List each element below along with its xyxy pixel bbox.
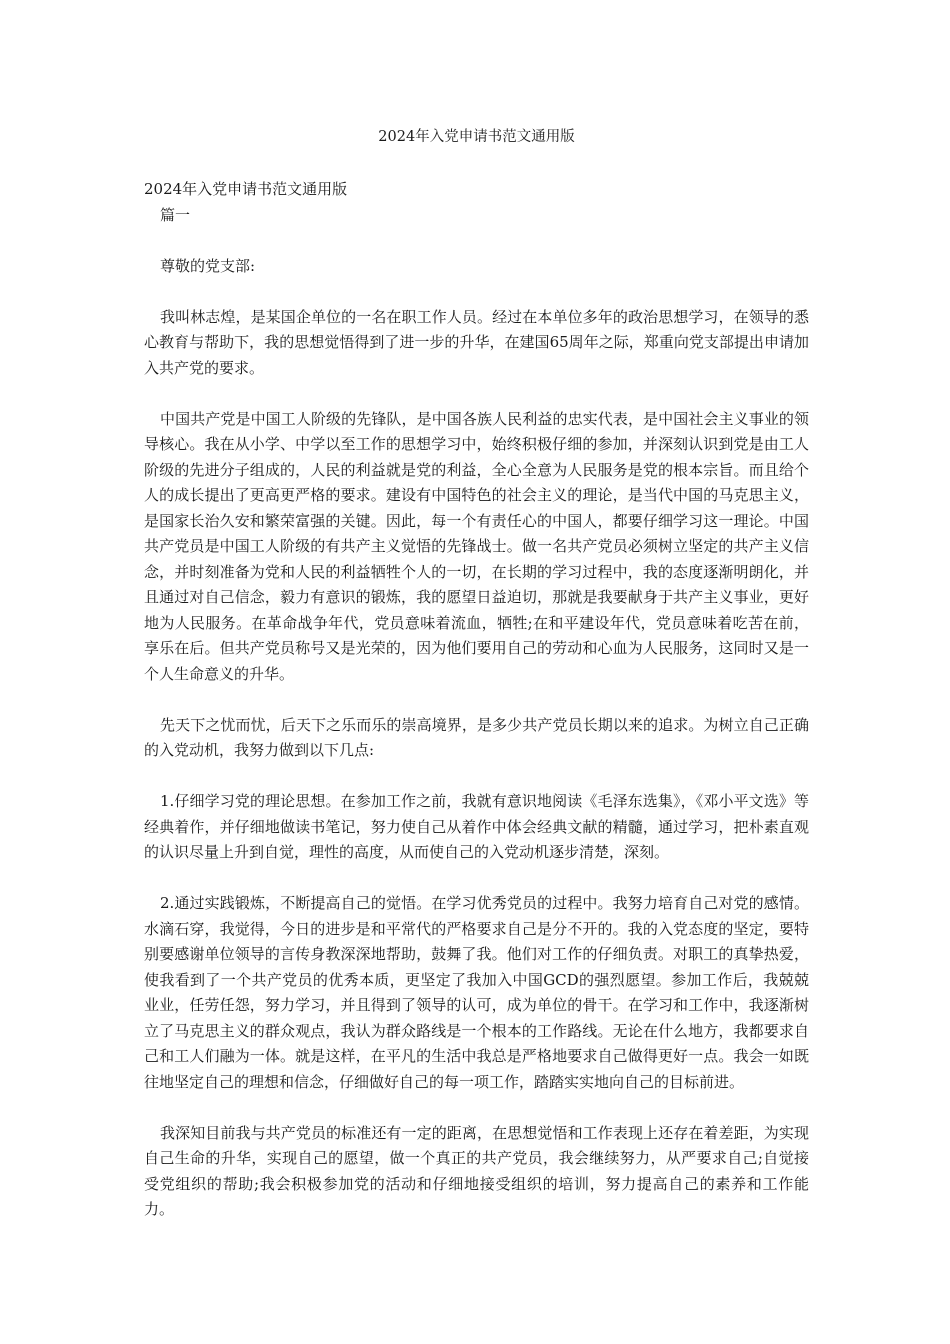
paragraph-gap xyxy=(144,687,809,713)
paragraph-gap xyxy=(144,764,809,790)
paragraph-gap xyxy=(144,381,809,407)
paragraph-party-understanding: 中国共产党是中国工人阶级的先锋队，是中国各族人民利益的忠实代表，是中国社会主义事业的领导核心。我在从小学、中学以至工作的思想学习中，始终积极仔细的参加，并深刻认识到党是由工人阶级的先进分子组成的，人民的利益就是党的利益，全心全意为人民服务是党的根本宗旨。而且给个人的成长提出了更高更严格的要求。建设有中国特色的社会主义的理论，是当代中国的马克思主义，是国家长治久安和繁荣富强的关键。因此，每一个有责任心的中国人，都要仔细学习这一理论。中国共产党员是中国工人阶级的有共产主义觉悟的先锋战士。做一名共产党员必须树立坚定的共产主义信念，并时刻准备为党和人民的利益牺牲个人的一切，在长期的学习过程中，我的态度逐渐明朗化，并且通过对自己信念，毅力有意识的锻炼，我的愿望日益迫切，那就是我要献身于共产主义事业，更好地为人民服务。在革命战争年代，党员意味着流血，牺牲;在和平建设年代，党员意味着吃苦在前，享乐在后。但共产党员称号又是光荣的，因为他们要用自己的劳动和心血为人民服务，这同时又是一个人生命意义的升华。 xyxy=(144,409,809,683)
paragraph-gap xyxy=(144,228,809,254)
paragraph-gap xyxy=(144,866,809,892)
section-label: 篇一 xyxy=(160,205,191,224)
paragraph-intro: 我叫林志煌，是某国企单位的一名在职工作人员。经过在本单位多年的政治思想学习，在领导的悉心教育与帮助下，我的思想觉悟得到了进一步的升华，在建国65周年之际，郑重向党支部提出申请加入共产党的要求。 xyxy=(144,307,809,377)
salutation: 尊敬的党支部: xyxy=(160,256,256,275)
document-subtitle: 2024年入党申请书范文通用版 xyxy=(144,180,348,198)
paragraph-conclusion: 我深知目前我与共产党员的标准还有一定的距离，在思想觉悟和工作表现上还存在着差距，为实现自己生命的升华，实现自己的愿望，做一个真正的共产党员，我会继续努力，从严要求自己;自觉接受党组织的帮助;我会积极参加党的活动和仔细地接受组织的培训，努力提高自己的素养和工作能力。 xyxy=(144,1123,809,1218)
document-body xyxy=(144,177,809,1223)
paragraph-motivation: 先天下之忧而忧，后天下之乐而乐的崇高境界，是多少共产党员长期以来的追求。为树立自己正确的入党动机，我努力做到以下几点: xyxy=(144,715,809,759)
paragraph-gap xyxy=(144,1095,809,1121)
paragraph-point-1: 1.仔细学习党的理论思想。在参加工作之前，我就有意识地阅读《毛泽东选集》，《邓小平文选》等经典着作，并仔细地做读书笔记，努力使自己从着作中体会经典文献的精髓，通过学习，把朴素直观的认识尽量上升到自觉，理性的高度，从而使自己的入党动机逐步清楚，深刻。 xyxy=(144,792,809,861)
document-title: 2024年入党申请书范文通用版 xyxy=(378,129,575,145)
paragraph-point-2: 2.通过实践锻炼，不断提高自己的觉悟。在学习优秀党员的过程中。我努力培育自己对党的感情。水滴石穿，我觉得，今日的进步是和平常代的严格要求自己是分不开的。我的入党态度的坚定，要特别要感谢单位领导的言传身教深深地帮助，鼓舞了我。他们对工作的仔细负责。对职工的真挚热爱，使我看到了一个共产党员的优秀本质，更坚定了我加入中国GCD的强烈愿望。参加工作后，我兢兢业业，任劳任怨，努力学习，并且得到了领导的认可，成为单位的骨干。在学习和工作中，我逐渐树立了马克思主义的群众观点，我认为群众路线是一个根本的工作路线。无论在什么地方，我都要求自己和工人们融为一体。就是这样，在平凡的生活中我总是严格地要求自己做得更好一点。我会一如既往地坚定自己的理想和信念，仔细做好自己的每一项工作，踏踏实实地向自己的目标前进。 xyxy=(144,894,809,1091)
paragraph-gap xyxy=(144,279,809,305)
